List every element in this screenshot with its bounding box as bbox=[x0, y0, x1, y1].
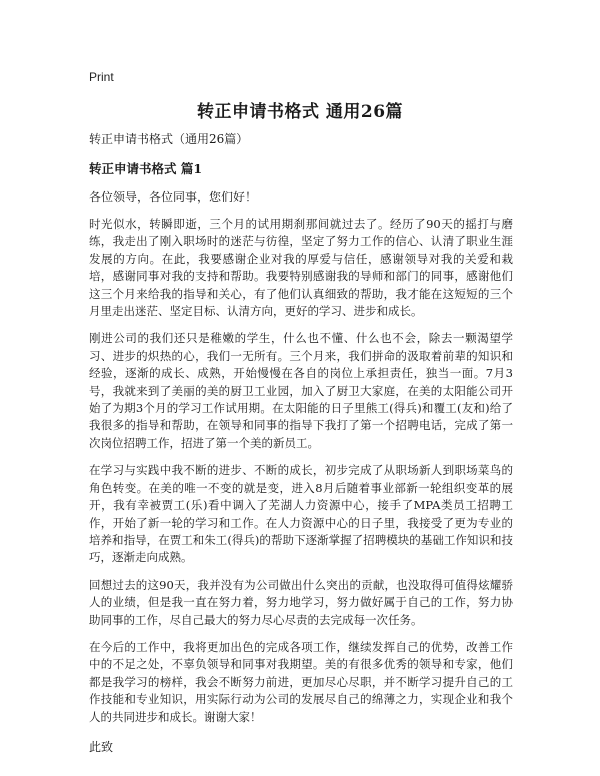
paragraph-3: 在学习与实践中我不断的进步、不断的成长，初步完成了从职场新人到职场菜鸟的角色转变。在美的唯一不变的就是变，进入8月后随着事业部新一轮组织变革的展开，我有幸被贾工(乐)看中调入了芜湖人力资源中心，接手了MPA类员工招聘工作，开始了新一轮的学习和工作。在人力资源中心的日子里，我接受了更为专业的培养和指导，在贾工和朱工(得兵)的帮助下逐渐掌握了招聘模块的基础工作知识和技巧，逐渐走向成熟。 bbox=[89, 463, 513, 565]
section-heading: 转正申请书格式 篇1 bbox=[89, 161, 203, 176]
paragraph-5: 在今后的工作中，我将更加出色的完成各项工作，继续发挥自己的优势，改善工作中的不足之处，不辜负领导和同事对我期望。美的有很多优秀的领导和专家，他们都是我学习的榜样，我会不断努力前进，更加尽心尽职，并不断学习提升自己的工作技能和专业知识，用实际行动为公司的发展尽自己的绵薄之力，实现企业和我个人的共同进步和成长。谢谢大家！ bbox=[89, 639, 513, 724]
paragraph-1: 时光似水，转瞬即逝，三个月的试用期刹那间就过去了。经历了90天的摇打与磨练，我走出了刚入职场时的迷茫与彷徨，坚定了努力工作的信心、认清了职业生涯发展的方向。在此，我要感谢企业对我的厚爱与信任，感谢领导对我的关爱和栽培，感谢同事对我的支持和帮助。我要特别感谢我的导师和部门的同事，感谢他们这三个月来给我的指导和关心，有了他们认真细致的帮助，我才能在这短短的三个月里走出迷茫、坚定目标、认清方向，更好的学习、进步和成长。 bbox=[89, 217, 513, 319]
print-label[interactable]: Print bbox=[89, 70, 114, 84]
paragraph-2: 刚进公司的我们还只是稚嫩的学生，什么也不懂、什么也不会，除去一颗渴望学习、进步的炽热的心，我们一无所有。三个月来，我们拼命的汲取着前辈的知识和经验，逐渐的成长、成熟，开始慢慢在各自的岗位上承担责任，独当一面。7月3号，我就来到了美丽的美的厨卫工业园，加入了厨卫大家庭，在美的太阳能公司开始了为期3个月的学习工作试用期。在太阳能的日子里熊工(得兵)和覆工(友和)给了我很多的指导和帮助，在领导和同事的指导下我打了第一个招聘电话，完成了第一次岗位招聘工作，招进了第一个美的新员工。 bbox=[89, 331, 513, 450]
closing: 此致 bbox=[89, 739, 114, 754]
document-body bbox=[89, 130, 513, 756]
paragraph-4: 回想过去的这90天，我并没有为公司做出什么突出的贡献，也没取得可值得炫耀骄人的业绩，但是我一直在努力着，努力地学习，努力做好属于自己的工作，努力协助同事的工作，尽自己最大的努力尽心尽责的去完成每一次任务。 bbox=[89, 577, 513, 627]
page-title: 转正申请书格式 通用26篇 bbox=[196, 102, 404, 122]
greeting: 各位领导，各位同事，您们好！ bbox=[89, 190, 258, 204]
document-subtitle: 转正申请书格式（通用26篇） bbox=[89, 132, 249, 146]
